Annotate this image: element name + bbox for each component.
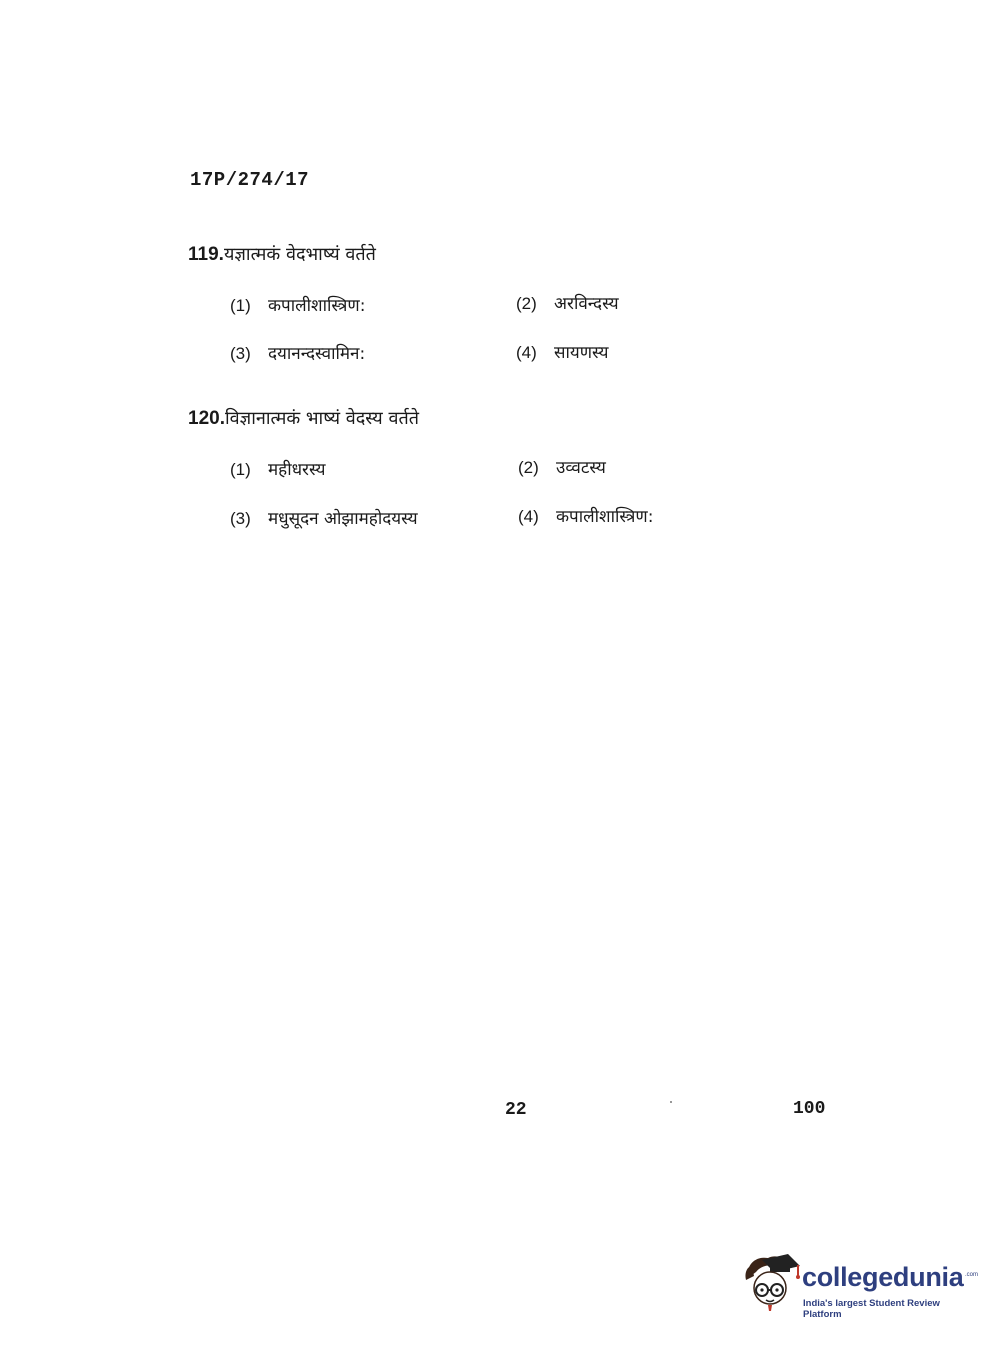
question-text: यज्ञात्मकं वेदभाष्यं वर्तते [223, 244, 376, 265]
option-text: कपालीशास्त्रिण: [268, 296, 366, 316]
question-120 [188, 406, 419, 430]
option-number: (2) [516, 294, 537, 313]
logo-com: .com [965, 1272, 979, 1278]
option-number: (1) [230, 460, 251, 479]
logo-wordmark: collegedunia [802, 1262, 964, 1292]
option-text: दयानन्दस्वामिन: [268, 344, 366, 364]
option-number: (2) [518, 458, 539, 477]
question-text: विज्ञानात्मकं भाष्यं वेदस्य वर्तते [224, 408, 419, 429]
option-number: (3) [230, 344, 251, 363]
scan-speck [670, 1101, 672, 1103]
option-text: मधुसूदन ओझामहोदयस्य [268, 509, 418, 529]
collegedunia-logo [740, 1250, 979, 1320]
question-number: 119. [188, 244, 224, 265]
total-marks: 100 [793, 1099, 826, 1119]
question-number: 120. [188, 408, 225, 429]
logo-tagline: India's largest Student Review Platform [803, 1298, 940, 1320]
option-number: (4) [518, 507, 539, 526]
page-number: 22 [505, 1100, 527, 1120]
option-120-4 [518, 504, 653, 527]
option-number: (1) [230, 296, 251, 315]
paper-code: 17P/274/17 [190, 169, 310, 191]
option-119-3 [230, 341, 365, 364]
option-text: महीधरस्य [268, 460, 326, 480]
student-mascot-icon [740, 1250, 800, 1312]
option-119-2 [516, 291, 619, 314]
option-119-1 [230, 293, 365, 316]
option-text: कपालीशास्त्रिण: [556, 507, 654, 527]
option-text: सायणस्य [554, 343, 609, 363]
option-120-1 [230, 457, 325, 480]
option-text: अरविन्दस्य [554, 294, 619, 314]
option-number: (3) [230, 509, 251, 528]
option-number: (4) [516, 343, 537, 362]
option-119-4 [516, 340, 609, 363]
option-120-3 [230, 506, 418, 529]
question-119 [188, 242, 376, 266]
option-120-2 [518, 455, 606, 478]
option-text: उव्वटस्य [556, 458, 606, 478]
